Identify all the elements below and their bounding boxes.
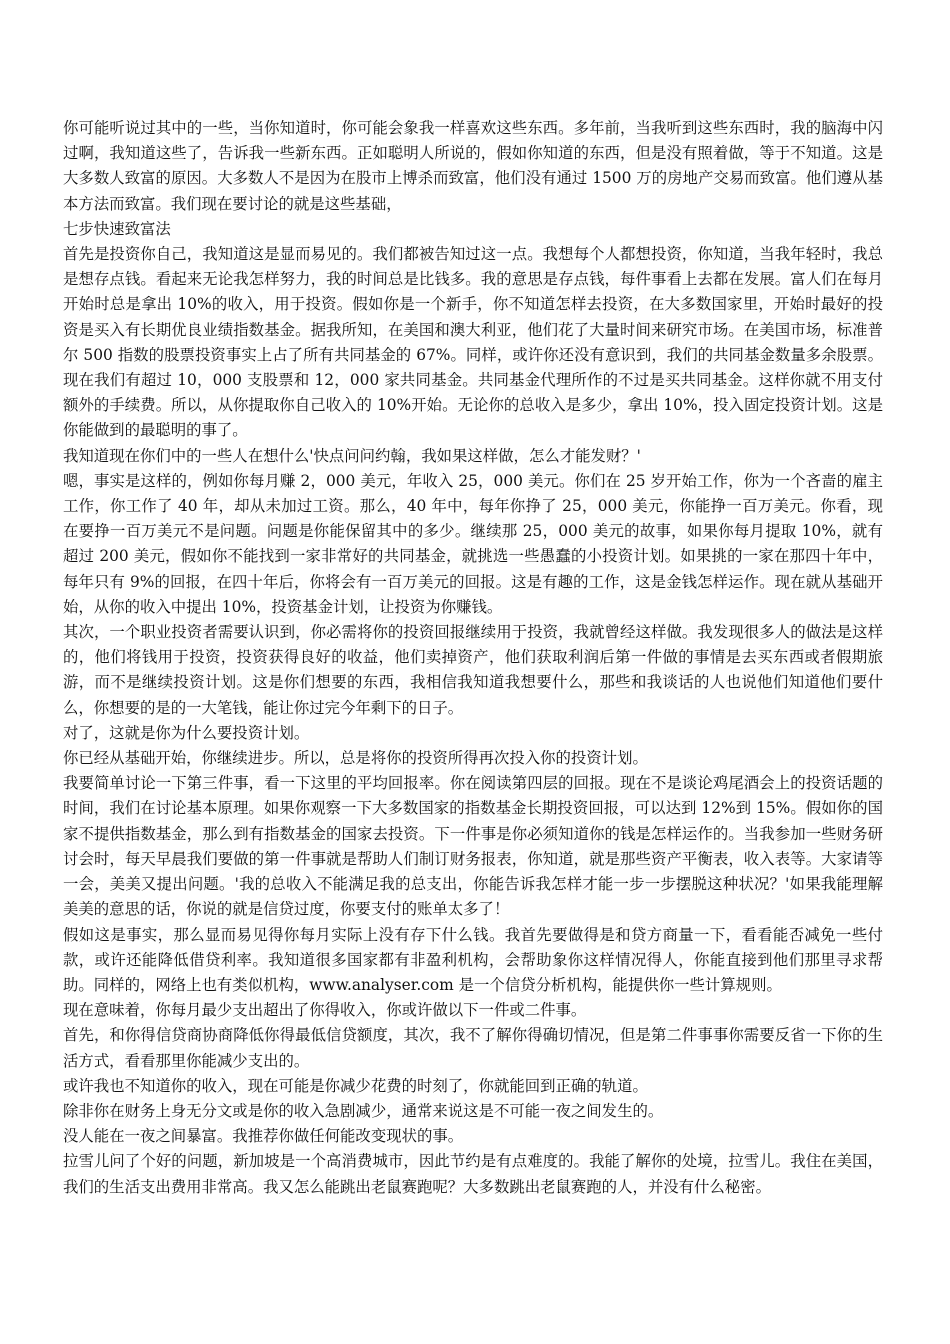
paragraph-step-three: 我要简单讨论一下第三件事，看一下这里的平均回报率。你在阅读第四层的回报。现在不是谈论鸡尾酒会上的投资话题的时间，我们在讨论基本原理。如果你观察一下大多数国家的指数基金长期投资回报，可以达到 12%到 15%。假如你的国家不提供指数基金，那么到有指数基金的国家去投资。下一件事是你必须知道你的钱是怎样运作的。当我参加一些财务研讨会时，每天早晨我们要做的第一件事就是帮助人们制订财务报表，你知道，就是那些资产平衡表，收入表等。大家请等一会，美美又提出问题。'我的总收入不能满足我的总支出，你能告诉我怎样才能一步一步摆脱这种状况？'如果我能理解美美的意思的话，你说的就是信贷过度，你要支付的账单太多了！	[63, 774, 883, 919]
paragraph-reduce: 或许我也不知道你的收入，现在可能是你减少花费的时刻了，你就能回到正确的轨道。	[63, 1076, 648, 1095]
paragraph-short-2: 你已经从基础开始，你继续进步。所以，总是将你的投资所得再次投入你的投资计划。	[63, 749, 648, 768]
section-heading: 七步快速致富法	[63, 219, 171, 238]
paragraph-no-overnight-wealth: 没人能在一夜之间暴富。我推荐你做任何能改变现状的事。	[63, 1127, 464, 1146]
paragraph-step-two: 其次，一个职业投资者需要认识到，你必需将你的投资回报继续用于投资，我就曾经这样做。我发现很多人的做法是这样的，他们将钱用于投资，投资获得良好的收益，他们卖掉资产，他们获取利润后第一件做的事情是去买东西或者假期旅游，而不是继续投资计划。这是你们想要的东西，我相信我知道我想要什么，那些和我谈话的人也说他们知道他们要什么，你想要的是的一大笔钱，能让你过完今年剩下的日子。	[63, 623, 883, 717]
paragraph-question: 我知道现在你们中的一些人在想什么'快点问问约翰，我如果这样做，怎么才能发财？'	[63, 446, 641, 465]
paragraph-negotiate: 首先，和你得信贷商协商降低你得最低信贷额度，其次，我不了解你得确切情况，但是第二件事事你需要反省一下你的生活方式，看看那里你能减少支出的。	[63, 1026, 883, 1070]
paragraph-step-one: 首先是投资你自己，我知道这是显而易见的。我们都被告知过这一点。我想每个人都想投资，你知道，当我年轻时，我总是想存点钱。看起来无论我怎样努力，我的时间总是比钱多。我的意思是存点钱，每件事看上去都在发展。富人们在每月开始时总是拿出 10%的收入，用于投资。假如你是一个新手，你不知道怎样去投资，在大多数国家里，开始时最好的投资是买入有长期优良业绩指数基金。据我所知，在美国和澳大利亚，他们花了大量时间来研究市场。在美国市场，标准普尔 500 指数的股票投资事实上占了所有共同基金的 67%。同样，或许你还没有意识到，我们的共同基金数量多余股票。现在我们有超过 10，000 支股票和 12，000 家共同基金。共同基金代理所作的不过是买共同基金。这样你就不用支付额外的手续费。所以，从你提取你自己收入的 10%开始。无论你的总收入是多少，拿出 10%，投入固定投资计划。这是你能做到的最聪明的事了。	[63, 245, 883, 440]
paragraph-overnight: 除非你在财务上身无分文或是你的收入急剧减少，通常来说这是不可能一夜之间发生的。	[63, 1101, 664, 1120]
paragraph-example: 嗯，事实是这样的，例如你每月赚 2，000 美元，年收入 25，000 美元。你们在 25 岁开始工作，你为一个吝啬的雇主工作，你工作了 40 年，却从未加过工资。那么，40 年中，每年你挣了 25，000 美元，你能挣一百万美元。你看，现在要挣一百万美元不是问题。问题是你能保留其中的多少。继续那 25，000 美元的故事，如果你每月提取 10%，就有超过 200 美元，假如你不能找到一家非常好的共同基金，就挑选一些愚蠢的小投资计划。如果挑的一家在那四十年中，每年只有 9%的回报，在四十年后，你将会有一百万美元的回报。这是有趣的工作，这是金钱怎样运作。现在就从基础开始，从你的收入中提出 10%，投资基金计划，让投资为你赚钱。	[63, 471, 883, 616]
paragraph-singapore: 拉雪儿问了个好的问题，新加坡是一个高消费城市，因此节约是有点难度的。我能了解你的处境，拉雪儿。我住在美国，我们的生活支出费用非常高。我又怎么能跳出老鼠赛跑呢？大多数跳出老鼠赛跑的人，并没有什么秘密。	[63, 1152, 883, 1196]
paragraph-spending: 现在意味着，你每月最少支出超出了你得收入，你或许做以下一件或二件事。	[63, 1001, 587, 1020]
paragraph-intro: 你可能听说过其中的一些，当你知道时，你可能会象我一样喜欢这些东西。多年前，当我听到这些东西时，我的脑海中闪过啊，我知道这些了，告诉我一些新东西。正如聪明人所说的，假如你知道的东西，但是没有照着做，等于不知道。这是大多数人致富的原因。大多数人不是因为在股市上博杀而致富，他们没有通过 1500 万的房地产交易而致富。他们遵从基本方法而致富。我们现在要讨论的就是这些基础，	[63, 119, 883, 213]
paragraph-credit: 假如这是事实，那么显而易见得你每月实际上没有存下什么钱。我首先要做得是和贷方商量一下，看看能否减免一些付款，或许还能降低借贷利率。我知道很多国家都有非盈利机构，会帮助象你这样情况得人，你能直接到他们那里寻求帮助。同样的，网络上也有类似机构，www.analyser.com 是一个信贷分析机构，能提供你一些计算规则。	[63, 925, 883, 994]
paragraph-short-1: 对了，这就是你为什么要投资计划。	[63, 723, 310, 742]
